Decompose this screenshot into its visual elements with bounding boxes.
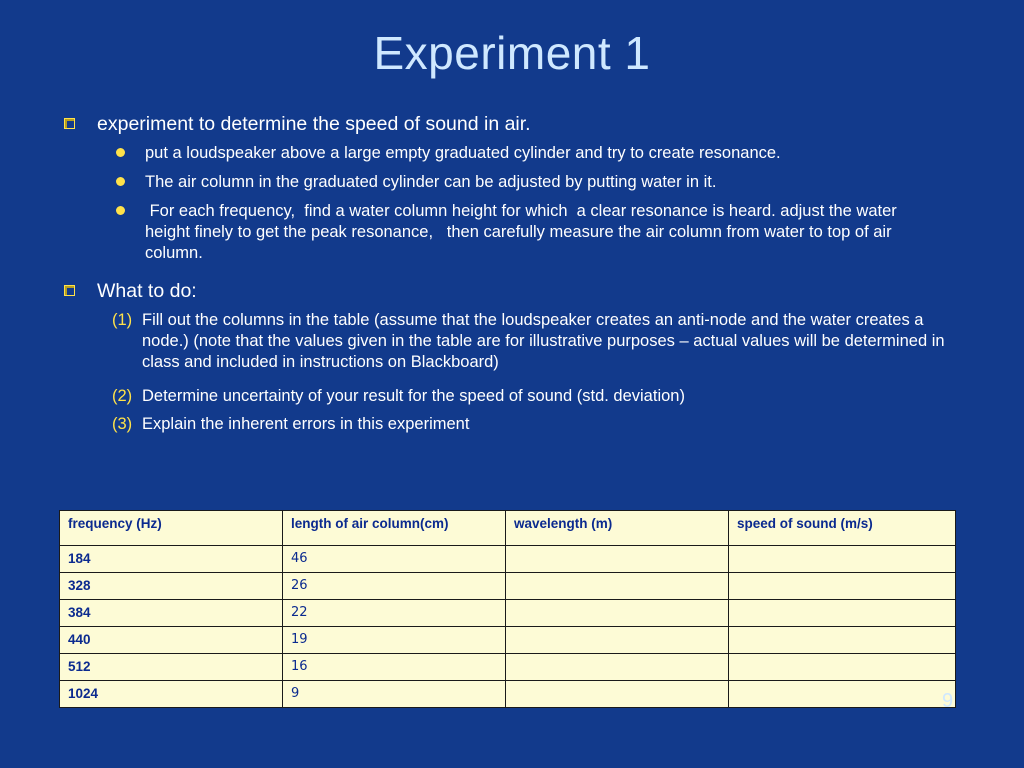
frequency-cell: 184 bbox=[60, 546, 283, 573]
step-text: Explain the inherent errors in this experiment bbox=[142, 415, 470, 433]
wavelength-cell bbox=[506, 654, 729, 681]
bullet-what-to-do bbox=[64, 279, 197, 303]
wavelength-cell bbox=[506, 573, 729, 600]
step-text: Determine uncertainty of your result for the speed of sound (std. deviation) bbox=[142, 387, 685, 405]
speed-cell bbox=[729, 573, 956, 600]
bullet-speed-of-sound bbox=[64, 112, 531, 136]
step-1 bbox=[112, 310, 948, 373]
length-cell: 26 bbox=[283, 573, 506, 600]
table-header-row bbox=[60, 511, 956, 546]
column-header-speed: speed of sound (m/s) bbox=[729, 511, 956, 546]
table-row bbox=[60, 600, 956, 627]
slide-title: Experiment 1 bbox=[373, 27, 651, 79]
column-header-length: length of air column(cm) bbox=[283, 511, 506, 546]
wavelength-cell bbox=[506, 681, 729, 708]
speed-cell bbox=[729, 654, 956, 681]
bullet-text: What to do: bbox=[97, 280, 197, 302]
table-row bbox=[60, 627, 956, 654]
sub-bullet-each-frequency bbox=[116, 201, 906, 264]
wavelength-cell bbox=[506, 546, 729, 573]
round-bullet-icon bbox=[116, 206, 125, 215]
table-row bbox=[60, 546, 956, 573]
bullet-text: experiment to determine the speed of sound in air. bbox=[97, 113, 531, 135]
step-3 bbox=[112, 414, 948, 435]
step-number: (2) bbox=[112, 387, 133, 405]
column-header-frequency: frequency (Hz) bbox=[60, 511, 283, 546]
speed-cell bbox=[729, 600, 956, 627]
step-2 bbox=[112, 386, 948, 407]
data-table-container bbox=[59, 510, 957, 708]
sub-bullet-air-column bbox=[116, 172, 936, 193]
sub-bullet-text: The air column in the graduated cylinder can be adjusted by putting water in it. bbox=[145, 173, 717, 191]
wavelength-cell bbox=[506, 600, 729, 627]
round-bullet-icon bbox=[116, 148, 125, 157]
frequency-cell: 512 bbox=[60, 654, 283, 681]
length-cell: 19 bbox=[283, 627, 506, 654]
sub-bullet-loudspeaker bbox=[116, 143, 936, 164]
wavelength-cell bbox=[506, 627, 729, 654]
speed-cell bbox=[729, 681, 956, 708]
frequency-cell: 1024 bbox=[60, 681, 283, 708]
sub-bullet-text: For each frequency, find a water column height for which a clear resonance is heard. adjust the water height finely to get the peak resonance, then carefully measure the air column from water to top of air column. bbox=[145, 202, 902, 262]
speed-cell bbox=[729, 627, 956, 654]
speed-cell bbox=[729, 546, 956, 573]
square-bullet-icon bbox=[64, 285, 75, 296]
frequency-cell: 440 bbox=[60, 627, 283, 654]
round-bullet-icon bbox=[116, 177, 125, 186]
sub-bullet-text: put a loudspeaker above a large empty graduated cylinder and try to create resonance. bbox=[145, 144, 781, 162]
length-cell: 22 bbox=[283, 600, 506, 627]
square-bullet-icon bbox=[64, 118, 75, 129]
length-cell: 16 bbox=[283, 654, 506, 681]
table-row bbox=[60, 573, 956, 600]
frequency-cell: 384 bbox=[60, 600, 283, 627]
table-row bbox=[60, 681, 956, 708]
step-text: Fill out the columns in the table (assume that the loudspeaker creates an anti-node and the water creates a node.) (note that the values given in the table are for illustrative purposes – actual values will be determined in class and included in instructions on Blackboard) bbox=[142, 311, 945, 371]
column-header-wavelength: wavelength (m) bbox=[506, 511, 729, 546]
data-table bbox=[59, 510, 956, 708]
frequency-cell: 328 bbox=[60, 573, 283, 600]
step-number: (1) bbox=[112, 311, 133, 329]
slide-number: 9 bbox=[942, 690, 954, 712]
length-cell: 46 bbox=[283, 546, 506, 573]
step-number: (3) bbox=[112, 415, 133, 433]
table-row bbox=[60, 654, 956, 681]
length-cell: 9 bbox=[283, 681, 506, 708]
